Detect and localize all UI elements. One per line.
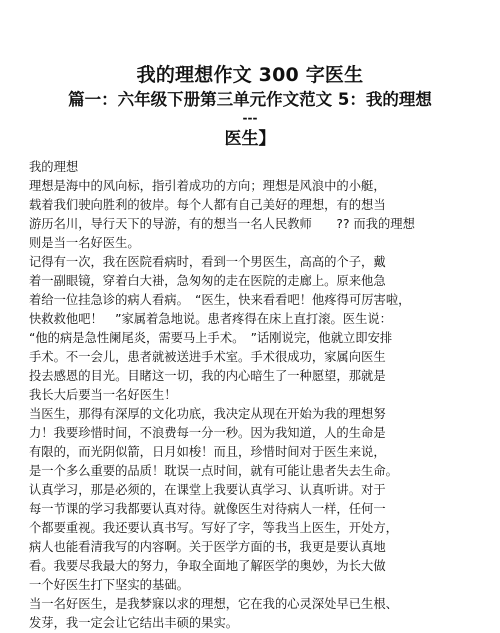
body-line: 记得有一次，我在医院看病时，看到一个男医生，高高的个子，戴	[29, 255, 386, 269]
body-line: 载着我们驶向胜利的彼岸。每个人都有自己美好的理想，有的想当	[29, 198, 386, 212]
body-line: 个都要重视。我还要认真书写。写好了字，等我当上医生，开处方，	[29, 521, 398, 535]
document-subtitle: 篇一：六年级下册第三单元作文范文 5：我的理想	[68, 90, 432, 109]
body-line: 认真学习，那是必须的，在课堂上我要认真学习、认真听讲。对于	[29, 483, 386, 497]
body-line: 理想是海中的风向标，指引着成功的方向；理想是风浪中的小艇，	[29, 179, 386, 193]
body-line: “他的病是急性阑尾炎，需要马上手术。 ”话刚说完，他就立即安排	[29, 331, 393, 345]
body-line: 手术。不一会儿，患者就被送进手术室。手术很成功，家属向医生	[29, 350, 386, 364]
body-line: 着给一位挂急诊的病人看病。 “医生，快来看看吧！他疼得可厉害啦，	[29, 293, 411, 307]
body-line: 看。我要尽我最大的努力，争取全面地了解医学的奥妙，为长大做	[29, 559, 386, 573]
document-subtitle-end: 医生】	[224, 129, 276, 149]
document-subtitle-dashes: ---	[242, 111, 258, 125]
body-line: 力！我要珍惜时间，不浪费每一分一秒。因为我知道，人的生命是	[29, 426, 386, 440]
body-line: 当一名好医生，是我梦寐以求的理想，它在我的心灵深处早已生根、	[29, 597, 398, 611]
body-line: 投去感恩的目光。目睹这一切，我的内心暗生了一种愿望，那就是	[29, 369, 386, 383]
document-title: 我的理想作文 300 字医生	[136, 64, 364, 86]
body-line: 我的理想	[29, 160, 79, 174]
body-line: 着一副眼镜，穿着白大褂，急匆匆的走在医院的走廊上。原来他急	[29, 274, 386, 288]
body-line: 病人也能看清我写的内容啊。关于医学方面的书，我更是要认真地	[29, 540, 386, 554]
body-line: 我长大后要当一名好医生！	[29, 388, 177, 402]
body-line: 有限的，而光阴似箭，日月如梭！而且，珍惜时间对于医生来说，	[29, 445, 386, 459]
body-line: 每一节课的学习我都要认真对待。就像医生对待病人一样，任何一	[29, 502, 386, 516]
body-line: 一个好医生打下坚实的基础。	[29, 578, 189, 592]
body-line: 则是当一名好医生。	[29, 236, 140, 250]
body-line: 快救救他吧！ ”家属着急地说。患者疼得在床上直打滚。医生说：	[29, 312, 392, 326]
body-line: 当医生，那得有深厚的文化功底，我决定从现在开始为我的理想努	[29, 407, 386, 421]
body-line: 发芽，我一定会让它结出丰硕的果实。	[29, 616, 239, 630]
body-line: 游历名川，导行天下的导游，有的想当一名人民教师 ?? 而我的理想	[29, 217, 415, 231]
body-line: 是一个多么重要的品质！耽误一点时间，就有可能让患者失去生命。	[29, 464, 398, 478]
